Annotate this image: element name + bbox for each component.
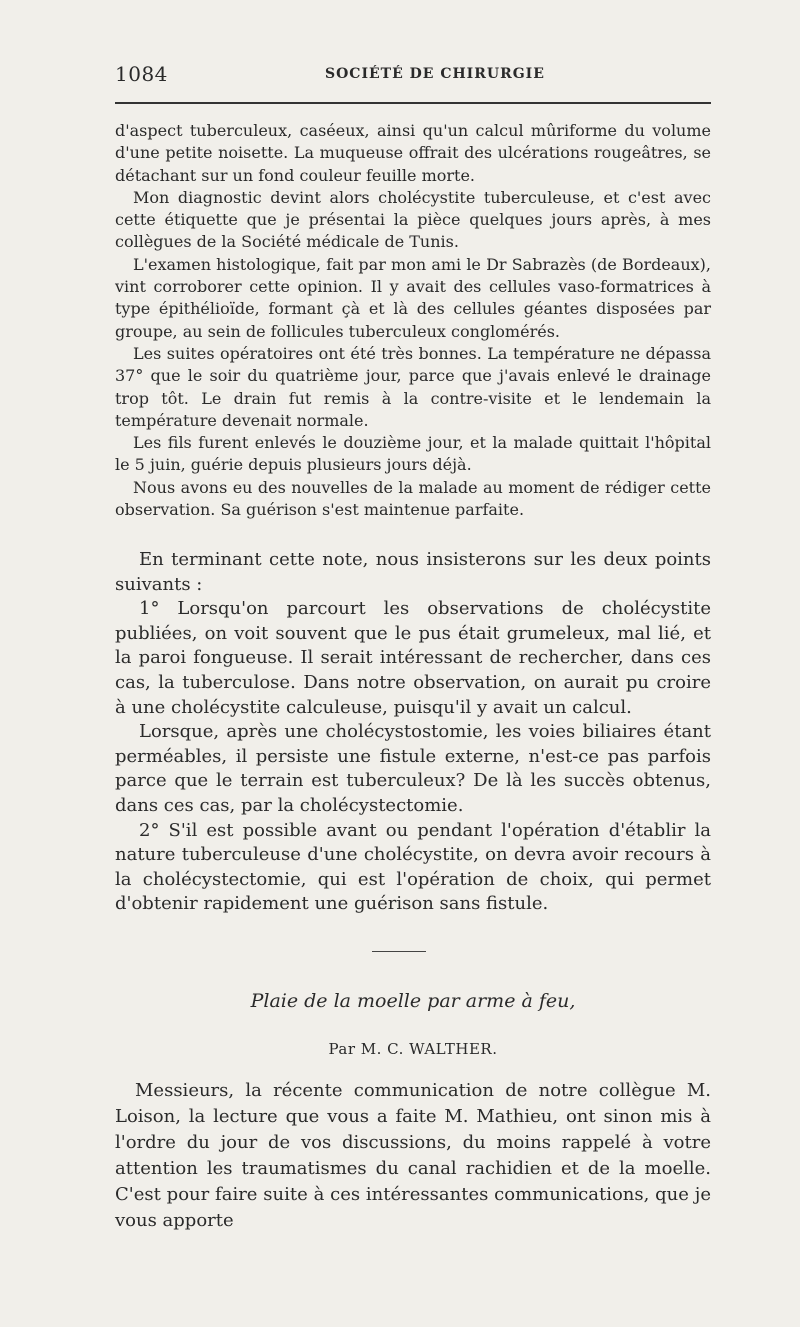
paragraph: En terminant cette note, nous insisterons sur les deux points suivants : [115, 549, 711, 595]
paragraph: Mon diagnostic devint alors cholécystite tuberculeuse, et c'est avec cette étiquette que je présentai la pièce quelques jours après, à mes collègues de la Société médicale de Tunis. [115, 187, 711, 252]
article-author: Par M. C. WALTHER. [328, 1040, 498, 1058]
page-number: 1084 [115, 62, 168, 86]
paragraph: d'aspect tuberculeux, caséeux, ainsi qu'un calcul mûriforme du volume d'une petite noisette. La muqueuse offrait des ulcérations rougeâtres, se détachant sur un fond couleur feuille morte. [115, 121, 711, 185]
paragraph: Lorsque, après une cholécystostomie, les voies biliaires étant perméables, il persiste une fistule externe, n'est-ce pas parfois parce que le terrain est tuberculeux? De là les succès obtenus, dans ces cas, par la cholécystectomie. [115, 721, 711, 816]
paragraph: L'examen histologique, fait par mon ami le Dr Sabrazès (de Bordeaux), vint corroborer cette opinion. Il y avait des cellules vaso-formatrices à type épithélioïde, formant çà et là des cellules géantes disposées par groupe, au sein de follicules tuberculeux conglomérés. [115, 254, 711, 341]
conclusion-text [115, 548, 711, 917]
paragraph: 1° Lorsqu'on parcourt les observations de cholécystite publiées, on voit souvent que le pus était grumeleux, mal lié, et la paroi fongueuse. Il serait intéressant de rechercher, dans ces cas, la tuberculose. Dans notre observation, on aurait pu croire à une cholécystite calculeuse, puisqu'il y avait un calcul. [115, 598, 711, 718]
section-divider [372, 951, 426, 952]
paragraph: Messieurs, la récente communication de notre collègue M. Loison, la lecture que vous a faite M. Mathieu, ont sinon mis à l'ordre du jour de vos discussions, du moins rappelé à votre attention les traumatismes du canal rachidien et de la moelle. C'est pour faire suite à ces intéressantes communications, que je vous apporte [115, 1080, 711, 1231]
paragraph: Nous avons eu des nouvelles de la malade au moment de rédiger cette observation. Sa guérison s'est maintenue parfaite. [115, 477, 711, 520]
running-head: SOCIÉTÉ DE CHIRURGIE [325, 66, 545, 82]
article-title: Plaie de la moelle par arme à feu, [250, 990, 576, 1012]
paragraph: Les fils furent enlevés le douzième jour, et la malade quittait l'hôpital le 5 juin, guérie depuis plusieurs jours déjà. [115, 433, 711, 475]
observation-text [115, 120, 711, 521]
article-body [115, 1078, 711, 1234]
page-header [115, 62, 711, 90]
paragraph: Les suites opératoires ont été très bonnes. La température ne dépassa 37° que le soir du quatrième jour, parce que j'avais enlevé le drainage trop tôt. Le drain fut remis à la contre-visite et le lendemain la température devenait normale. [115, 343, 711, 430]
header-rule [115, 102, 711, 104]
paragraph: 2° S'il est possible avant ou pendant l'opération d'établir la nature tuberculeuse d'une cholécystite, on devra avoir recours à la cholécystectomie, qui est l'opération de choix, qui permet d'obtenir rapidement une guérison sans fistule. [115, 819, 711, 915]
